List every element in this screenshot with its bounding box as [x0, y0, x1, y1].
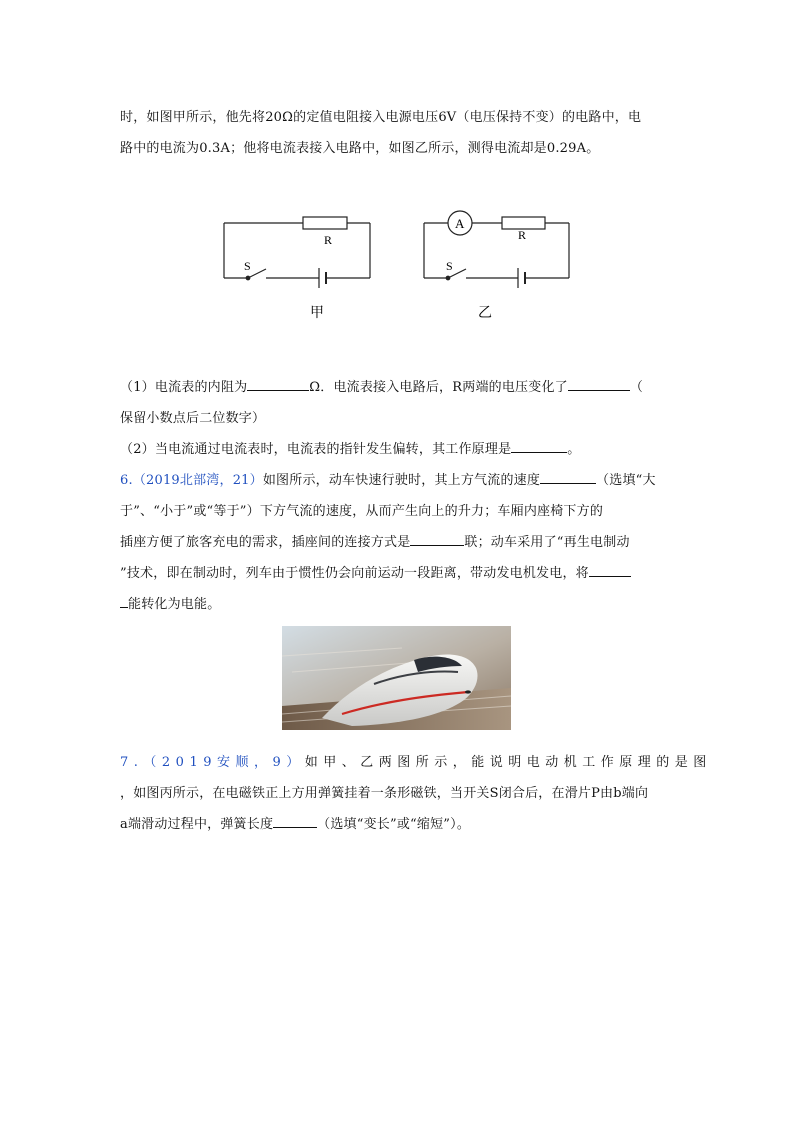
- answer-blank-energy-form-b[interactable]: [120, 595, 128, 608]
- q6-line-5: [120, 593, 220, 612]
- answer-blank-energy-form-a[interactable]: [589, 564, 631, 577]
- q6-text-e: ”技术，即在制动时，列车由于惯性仍会向前运动一段距离，带动发电机发电，将: [120, 566, 589, 581]
- switch-jia-blade: [250, 269, 266, 277]
- q-sub2-text-b: 。: [567, 442, 581, 457]
- switch-jia-label: S: [244, 259, 251, 273]
- circuit-yi: [424, 211, 569, 288]
- q-sub1-text-a: （1）电流表的内阻为: [120, 380, 248, 395]
- q6-line-3: [120, 531, 630, 550]
- q-sub2-text-a: （2）当电流通过电流表时，电流表的指针发生偏转，其工作原理是: [120, 442, 512, 457]
- resistor-jia-label: R: [324, 233, 333, 247]
- q-sub1-text-c: （: [629, 380, 644, 395]
- ammeter-label: A: [455, 216, 465, 231]
- caption-yi: 乙: [478, 305, 492, 321]
- q6-text-f: 能转化为电能。: [128, 597, 221, 612]
- circuit-diagrams: [0, 205, 794, 325]
- answer-blank-working-principle[interactable]: [511, 440, 567, 453]
- answer-blank-voltage-change[interactable]: [568, 378, 630, 391]
- intro-line-1: 时，如图甲所示，他先将20Ω的定值电阻接入电源电压6V（电压保持不变）的电路中，电: [120, 110, 642, 125]
- q-sub2-line: [120, 438, 580, 457]
- q6-source: （2019北部湾，21）: [132, 473, 263, 488]
- resistor-yi-label: R: [518, 228, 527, 242]
- switch-yi-contact: [446, 276, 450, 280]
- q6-text-b: （选填“大: [596, 473, 656, 488]
- answer-blank-connection-type[interactable]: [410, 533, 464, 546]
- q7-line-3: [120, 813, 470, 832]
- q-sub1-text-b: Ω．电流表接入电路后，R两端的电压变化了: [309, 380, 568, 395]
- circuit-jia: [224, 217, 370, 288]
- q7-line-1: [120, 751, 712, 770]
- switch-jia-contact: [246, 276, 250, 280]
- q6-text-c: 插座方便了旅客充电的需求，插座间的连接方式是: [120, 535, 411, 550]
- bullet-train-photo: [282, 626, 511, 730]
- caption-jia: 甲: [310, 305, 324, 321]
- resistor-jia: [303, 217, 347, 229]
- q-sub1-line-2: 保留小数点后二位数字）: [120, 411, 266, 426]
- q7-line-2: ，如图丙所示，在电磁铁正上方用弹簧挂着一条形磁铁，当开关S闭合后，在滑片P由b端向: [120, 786, 649, 801]
- q7-text-c: （选填“变长”或“缩短”）。: [317, 817, 471, 832]
- q6-line-2: 于”、“小于”或“等于”）下方气流的速度，从而产生向上的升力；车厢内座椅下方的: [120, 504, 604, 519]
- q6-number: 6.: [120, 473, 133, 488]
- q7-source: （2019安顺，9）: [143, 755, 305, 770]
- q7-number: 7.: [120, 755, 144, 770]
- q6-line-1: [120, 469, 656, 488]
- answer-blank-airflow-speed[interactable]: [540, 471, 596, 484]
- q7-text-a: 如甲、乙两图所示，能说明电动机工作原理的是图: [304, 755, 712, 770]
- answer-blank-internal-resistance[interactable]: [247, 378, 309, 391]
- q7-text-b: a端滑动过程中，弹簧长度: [120, 817, 274, 832]
- intro-line-2: 路中的电流为0.3A；他将电流表接入电路中，如图乙所示，测得电流却是0.29A。: [120, 141, 600, 156]
- q6-text-d: 联；动车采用了“再生电制动: [464, 535, 630, 550]
- q6-line-4: [120, 562, 631, 581]
- answer-blank-spring-length[interactable]: [273, 815, 317, 828]
- switch-yi-label: S: [446, 259, 453, 273]
- q-sub1-line-1: [120, 376, 643, 395]
- q6-text-a: 如图所示，动车快速行驶时，其上方气流的速度: [262, 473, 541, 488]
